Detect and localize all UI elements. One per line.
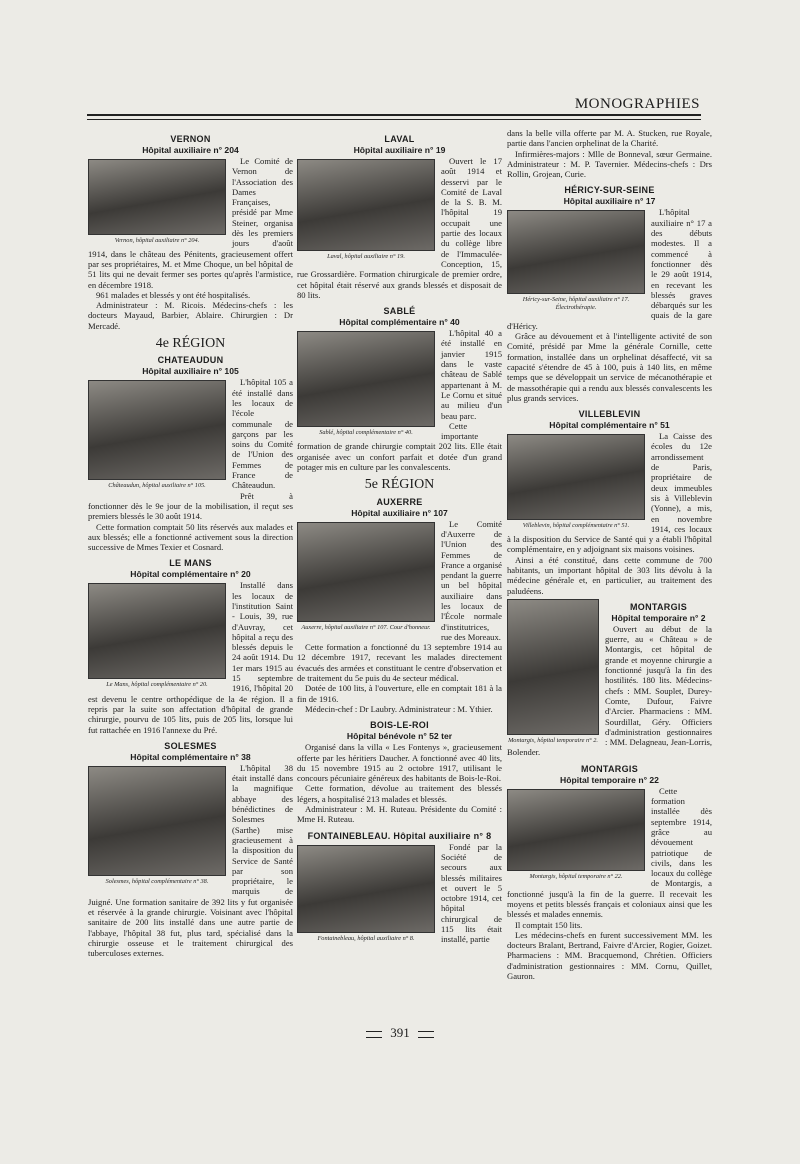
photo-auxerre [297,522,435,632]
photo-vernon [88,159,226,245]
section-city: LAVAL [384,134,415,144]
photo-image [507,599,599,735]
photo-image [507,434,645,520]
paragraph: L'hôpital auxiliaire n° 17 a des débuts modestes. Il a commencé à fonctionner dès le 29 août 1914, en recevant les blessés graves débarqués sur les quais de la gare d'Héricy. [507,207,712,331]
header-rule-thin [87,119,701,120]
paragraph: Les médecins-chefs en furent successivement MM. les docteurs Bralant, Bertrand, Faivre d'Arcier, Rogier, Goizet. Pharmaciens : MM. Bracquemond, Chrétien. Officiers d'administration gestionnaires : MM. Cornu, Quillet, Gauron. [507,929,712,982]
photo-solesmes [88,766,226,886]
section-boisleroi [297,720,502,742]
section-solesmes [88,741,293,763]
section-hospital: Hôpital auxiliaire n° 19 [353,145,446,155]
section-sable [297,306,502,328]
photo-image [297,159,435,251]
paragraph: Ouvert le 17 août 1914 et desservi par le Comité de Laval de la S. B. M. l'hôpital 19 occupait une partie des locaux du collège libre de l'Immaculée-Conception, 15, rue Grossardière. Formation chirurgicale de premier ordre, cet hôpital était réservé aux grands blessés et disposait de 80 lits. [297,156,502,300]
section-city: MONTARGIS [629,601,688,612]
section-hospital: Hôpital auxiliaire n° 105 [142,366,239,377]
folio-ornament [366,1031,382,1038]
paragraph: Le Comité d'Auxerre de l'Union des Femmes de France a organisé pendant la guerre un bel hôpital auxiliaire dans les locaux de l'École normale d'institutrices, rue des Moreaux. [441,518,502,642]
paragraph: Médecin-chef : Dr Laubry. Administrateur : M. Ythier. [305,703,493,714]
photo-fontainebleau [297,845,435,943]
column-right [507,128,712,981]
photo-caption: Héricy-sur-Seine, hôpital auxiliaire n° 17. Électrothérapie. [522,296,630,312]
folio-ornament [418,1031,434,1038]
section-hospital: Hôpital complémentaire n° 20 [130,569,251,580]
section-hericy [507,185,712,207]
section-laval [297,134,502,156]
photo-image [88,583,226,679]
photo-caption: Auxerre, hôpital auxiliaire n° 107. Cour d'honneur. [301,623,431,631]
paragraph: Il comptait 150 lits. [515,919,583,930]
section-hospital: Hôpital auxiliaire n° 107 [351,507,448,518]
paragraph: Le Comité de Vernon de l'Association des Dames Françaises, présidé par Mme Steiner, organisa dès les premiers jours d'août 1914, dans le château des Pénitents, gracieusement offert par ses propriétaires, M. et Mme Choque, un bel hôpital de 51 lits qui ne devait fermer ses portes qu'après l'armistice, en décembre 1918. [88,156,293,290]
section-hospital: Hôpital temporaire n° 22 [560,774,659,785]
page-number [0,1025,800,1041]
column-left [88,128,293,958]
section-hospital: Hôpital complémentaire n° 51 [549,420,670,431]
section-vernon [88,134,293,156]
photo-caption: Montargis, hôpital temporaire n° 2. [508,736,598,744]
section-city: FONTAINEBLEAU. Hôpital auxiliaire n° 8 [307,830,492,841]
photo-image [507,210,645,294]
photo-image [297,522,435,622]
paragraph: Ainsi a été constitué, dans cette commune de 700 habitants, un important hôpital de 303 lits dévolu à la médecine générale et, en particulier, au traitement des paludéens. [507,554,712,596]
section-city: AUXERRE [376,496,423,507]
column-middle [297,128,502,945]
section-hospital: Hôpital bénévole n° 52 ter [346,731,453,742]
section-auxerre [297,497,502,519]
paragraph: L'hôpital 105 a été installé dans les locaux de l'école communale de garçons par les soins du Comité de l'Union des Femmes de France de Châteaudun. [232,377,293,491]
paragraph: La Caisse des écoles du 12e arrondissement de Paris, propriétaire de deux immeubles sis à Villeblevin (Yonne), a mis, en novembre 1914, ces locaux à la disposition du Service de Santé qui y a établi l'hôpital complémentaire, en y adjoignant six maisons voisines. [507,431,712,555]
section-city: SABLÉ [383,306,416,317]
photo-laval [297,159,435,261]
paragraph: Cette formation a fonctionné du 13 septembre 1914 au 12 décembre 1917, recevant les malades directement évacués des armées et constituant le centre d'observation et de traitement du 5e puis du 4e secteur médical. [297,642,502,684]
photo-image [88,766,226,876]
page-header-title: MONOGRAPHIES [574,96,700,112]
paragraph: Organisé dans la villa « Les Fontenys », gracieusement offerte par les héritiers Daucher. A fonctionné avec 40 lits, du 15 novembre 1915 au 2 octobre 1917, utilisant le concours pécuniaire généreux des habitants de Bois-le-Roi. [297,742,502,784]
section-hospital: Hôpital temporaire n° 2 [611,612,706,623]
paragraph: 961 malades et blessés y ont été hospitalisés. [96,289,251,300]
section-villeblevin [507,409,712,431]
section-city: VILLEBLEVIN [578,409,641,420]
paragraph: Grâce au dévouement et à l'intelligente activité de son Comité, présidé par Mme la générale Cornille, cette formation, installée dans un orphelinat désaffecté, vit sa capacité s'étendre de 45 à 100, puis à 140 lits, en même temps que se développait un service de mécanothérapie et de massothérapie qui a rendu aux blessés convalescents les plus grands services. [507,331,712,403]
photo-caption: Montargis, hôpital temporaire n° 22. [529,872,623,880]
section-city: VERNON [170,134,211,144]
paragraph: Fondé par la Société de secours aux blessés militaires et ouvert le 5 octobre 1914, cet hôpital chirurgical de 115 lits était installé, partie [441,841,502,945]
photo-sable [297,331,435,437]
photo-image [88,159,226,235]
paragraph: Cette importante formation de grande chirurgie comptait 202 lits. Elle était organisée avec un confort parfait et dotée d'un grand potager mis en culture par les convalescents. [297,420,502,473]
paragraph: Dotée de 100 lits, à l'ouverture, elle en comptait 181 à la fin de 1916. [297,683,502,704]
photo-image [88,380,226,480]
photo-caption: Solesmes, hôpital complémentaire n° 38. [105,877,209,885]
page-number-text: 391 [390,1025,410,1040]
paragraph: Infirmières-majors : Mlle de Bonneval, sœur Germaine. Administrateur : M. P. Tavernier. Médecins-chefs : Drs Rollin, Grojean, Curie. [507,148,712,180]
section-fontainebleau [297,831,502,842]
paragraph: dans la belle villa offerte par M. A. Stucken, rue Royale, partie dans l'ancien orphelinat de la Charité. [507,128,712,149]
paragraph: Administrateur : M. H. Ruteau. Présidente du Comité : Mme H. Ruteau. [297,804,502,825]
paragraph: L'hôpital 40 a été installé en janvier 1915 dans le vaste château de Sablé appartenant à M. Le Cornu et situé au milieu d'un beau parc. [441,328,502,421]
paragraph: Cette formation installée dès septembre 1914, grâce au dévouement patriotique de civils, dans les locaux du collège de Montargis, a fonctionné jusqu'à la fin de la guerre. Il recevait les moyens et petits blessés français et coloniaux ainsi que les blessés et malades ennemis. [507,785,712,920]
section-lemans [88,558,293,580]
photo-caption: Villeblevin, hôpital complémentaire n° 51. [522,522,630,530]
region-heading-5: 5e RÉGION [364,477,435,493]
paragraph: Cette formation comptait 50 lits réservés aux malades et aux blessés; elle a fonctionné activement sous la direction successive de Mmes Texier et Cosnard. [88,521,293,553]
photo-image [297,845,435,933]
paragraph: Cette formation, dévolue au traitement des blessés légers, a hospitalisé 213 malades et blessés. [297,783,502,804]
section-city: BOIS-LE-ROI [370,720,429,731]
paragraph: Administrateur : M. Ricois. Médecins-chefs : les docteurs Mayaud, Barbier, Ablaire. Chirurgien : Dr Mercadé. [88,300,293,331]
photo-montargis-22 [507,789,645,881]
photo-caption: Le Mans, hôpital complémentaire n° 20. [106,681,208,689]
section-city: LE MANS [169,558,212,569]
paragraph: L'hôpital 38 était installé dans la magnifique abbaye des bénédictines de Solesmes (Sarthe) mise gracieusement à la disposition du Service de Santé par son propriétaire, le marquis de Juigné. Une formation sanitaire de 392 lits y fut organisée et réservée à la grande chirurgie. Voisinant avec l'hôpital sanitaire de 200 lits installé dans une autre partie de l'abbaye, l'hôpital 38 fut, plus tard, spécialisé dans la chirurgie osseuse et le traitement chirurgical des tuberculoses externes. [88,762,293,959]
section-city: CHATEAUDUN [157,355,224,366]
section-hospital: Hôpital complémentaire n° 38 [130,751,251,762]
photo-hericy [507,210,645,312]
photo-villeblevin [507,434,645,530]
photo-lemans [88,583,226,689]
photo-caption: Sablé, hôpital complémentaire n° 40. [319,429,413,437]
paragraph: Installé dans les locaux de l'institution Saint - Louis, 39, rue d'Auvray, cet hôpital a reçu des blessés depuis le 24 août 1914. Du 1er mars 1915 au 15 septembre 1916, l'hôpital 20 est devenu le centre orthopédique de la 4e région. Il a repris par la suite son affectation d'hôpital de grande chirurgie, pourvu de 105 lits, puis de 205 lits, lorsque lui fut rattachée en 1916 l'annexe du Pré. [88,580,293,735]
photo-caption: Laval, hôpital auxiliaire n° 19. [327,253,405,260]
section-hospital: Hôpital auxiliaire n° 204 [142,145,239,155]
section-hospital: Hôpital auxiliaire n° 17 [563,196,656,207]
photo-image [297,331,435,427]
paragraph: Ouvert au début de la guerre, au « Château » de Montargis, cet hôpital de grande et moyenne chirurgie a fonctionné jusqu'à la fin des hostilités. 180 lits. Médecins-chefs : MM. Souplet, Durey-Comte, Dufour, Faivre d'Arcier. Pharmaciens : MM. Sourdillat, Géry. Officiers d'administration gestionnaires : MM. Delagneau, Jean-Lorris, Bolender. [507,623,712,758]
photo-chateaudun [88,380,226,490]
photo-caption: Châteaudun, hôpital auxiliaire n° 105. [108,482,206,490]
section-city: MONTARGIS [580,763,639,774]
header-rule [87,114,701,116]
photo-montargis-2 [507,599,599,745]
section-city: HÉRICY-SUR-SEINE [564,185,655,196]
section-chateaudun [88,355,293,377]
photo-caption: Vernon, hôpital auxiliaire n° 204. [114,237,200,244]
section-montargis-22 [507,764,712,786]
photo-caption: Fontainebleau, hôpital auxiliaire n° 8. [317,934,415,942]
section-hospital: Hôpital complémentaire n° 40 [339,317,460,328]
region-heading-4: 4e RÉGION [155,336,226,352]
section-city: SOLESMES [164,740,217,751]
paragraph: Prêt à fonctionner dès le 9e jour de la mobilisation, il reçut ses premiers blessés le 30 août 1914. [88,490,293,522]
photo-image [507,789,645,871]
